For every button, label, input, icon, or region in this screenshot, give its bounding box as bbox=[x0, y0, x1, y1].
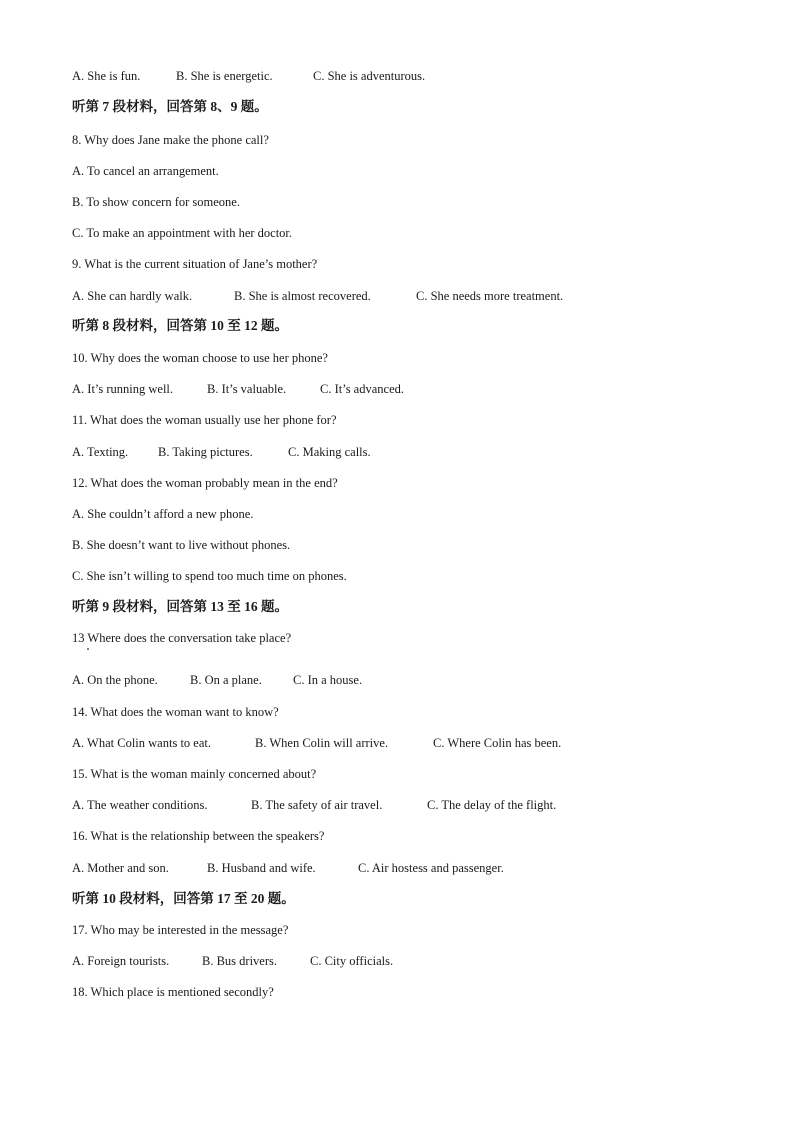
answer-option: C. In a house. bbox=[293, 673, 363, 687]
section-heading: 听第 7 段材料，回答第 8、9 题。 bbox=[72, 99, 268, 114]
answer-option: B. On a plane. bbox=[190, 673, 262, 687]
answer-option: A. On the phone. bbox=[72, 673, 158, 687]
answer-option: C. Air hostess and passenger. bbox=[358, 861, 504, 875]
answer-option: C. It’s advanced. bbox=[320, 382, 405, 396]
answer-option: A. Foreign tourists. bbox=[72, 954, 170, 968]
question-text: 12. What does the woman probably mean in the end? bbox=[72, 476, 338, 490]
answer-option: A. It’s running well. bbox=[72, 382, 174, 396]
section-heading: 听第 10 段材料，回答第 17 至 20 题。 bbox=[72, 891, 295, 906]
question-text: 18. Which place is mentioned secondly? bbox=[72, 985, 274, 999]
question-text: B. She doesn’t want to live without phones. bbox=[72, 538, 291, 552]
answer-option: B. It’s valuable. bbox=[207, 382, 287, 396]
answer-option: A. She is fun. bbox=[72, 69, 141, 83]
answer-option: B. Taking pictures. bbox=[158, 445, 253, 459]
question-text: 16. What is the relationship between the speakers? bbox=[72, 829, 325, 843]
answer-option: B. Husband and wife. bbox=[207, 861, 316, 875]
answer-option: C. Where Colin has been. bbox=[433, 736, 562, 750]
answer-option: A. Texting. bbox=[72, 445, 129, 459]
answer-option: B. Bus drivers. bbox=[202, 954, 277, 968]
question-text: 17. Who may be interested in the message? bbox=[72, 923, 289, 937]
question-text: B. To show concern for someone. bbox=[72, 195, 240, 209]
answer-option: C. City officials. bbox=[310, 954, 394, 968]
answer-option: A. Mother and son. bbox=[72, 861, 169, 875]
answer-option: A. The weather conditions. bbox=[72, 798, 208, 812]
question-text: 9. What is the current situation of Jane’s mother? bbox=[72, 257, 318, 271]
question-text: 15. What is the woman mainly concerned about? bbox=[72, 767, 317, 781]
section-heading: 听第 9 段材料，回答第 13 至 16 题。 bbox=[72, 599, 288, 614]
question-text: 8. Why does Jane make the phone call? bbox=[72, 133, 269, 147]
answer-option: C. Making calls. bbox=[288, 445, 371, 459]
question-text: C. To make an appointment with her doctor. bbox=[72, 226, 293, 240]
question-text: 11. What does the woman usually use her phone for? bbox=[72, 413, 337, 427]
question-text: 10. Why does the woman choose to use her phone? bbox=[72, 351, 328, 365]
section-heading: 听第 8 段材料，回答第 10 至 12 题。 bbox=[72, 318, 288, 333]
stray-dot bbox=[87, 648, 89, 650]
answer-option: A. What Colin wants to eat. bbox=[72, 736, 211, 750]
answer-option: C. The delay of the flight. bbox=[427, 798, 557, 812]
question-text: A. She couldn’t afford a new phone. bbox=[72, 507, 254, 521]
question-text: 14. What does the woman want to know? bbox=[72, 705, 279, 719]
answer-option: B. She is energetic. bbox=[176, 69, 273, 83]
answer-option: A. She can hardly walk. bbox=[72, 289, 193, 303]
answer-option: C. She is adventurous. bbox=[313, 69, 426, 83]
answer-option: C. She needs more treatment. bbox=[416, 289, 564, 303]
answer-option: B. When Colin will arrive. bbox=[255, 736, 389, 750]
answer-option: B. She is almost recovered. bbox=[234, 289, 371, 303]
answer-option: B. The safety of air travel. bbox=[251, 798, 383, 812]
question-text: C. She isn’t willing to spend too much time on phones. bbox=[72, 569, 347, 583]
question-text: A. To cancel an arrangement. bbox=[72, 164, 219, 178]
question-text: 13 Where does the conversation take place? bbox=[72, 631, 292, 645]
